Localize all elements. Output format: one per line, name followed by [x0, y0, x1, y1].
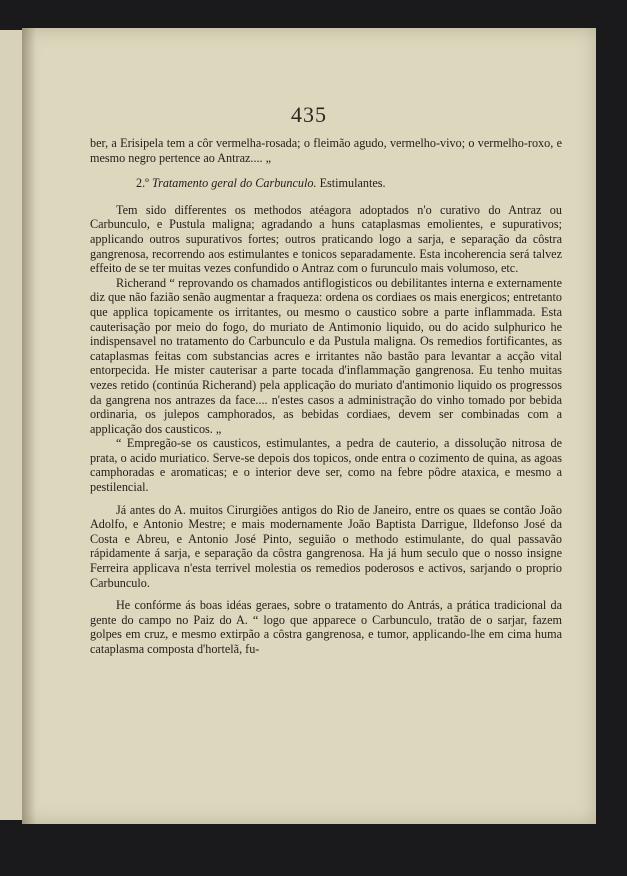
section-subtitle: Estimulantes. [319, 176, 386, 191]
paragraph: Richerand “ reprovando os chamados antiflogisticos ou debilitantes interna e externamente diz que não fazião senão augmentar a fraqueza: ordena os cordiaes os mais energicos; entretanto que applica topicamente os irritantes, ou mesmo o caustico sobre a parte inflammada. Esta cauterisação por meio do fogo, do muriato de Antimonio liquido, ou do acido sulphurico he indispensavel no tratamento do Carbunculo e da Pustula maligna. Os remedios fortificantes, as cataplasmas feitas com substancias acres e irritantes não bastão para levantar a acção vital entorpecida. He mister cauterisar a parte tocada d'inflammação gangrenosa. Eu tenho muitas vezes retido (continúa Richerand) pela applicação do muriato d'antimonio liquido os progressos da gangrena nos antrazes da face.... n'estes casos a administração do vinho tomado por bebida ordinaria, os julepos camphorados, as bebidas cordiaes, devem ser combinadas com a applicação dos causticos. „ [90, 275, 562, 436]
paragraph: “ Empregão-se os causticos, estimulantes, a pedra de cauterio, a dissolução nitrosa de prata, o acido muriatico. Serve-se depois dos topicos, onde entra o cozimento de quina, as agoas camphoradas e aromaticas; e o interior deve ser, como na febre pôdre ataxica, e mesmo a pestilencial. [90, 436, 562, 495]
paragraph: Tem sido differentes os methodos atéagora adoptados n'o curativo do Antraz ou Carbunculo, e Pustula maligna; agradando a huns cataplasmas emolientes, e supurativos; applicando outros supurativos fortes; outros praticando logo a sarja, e separação da côstra gangrenosa, recorrendo aos estimulantes e tonicos separadamente. Esta incoherencia será talvez effeito de se ter muitas vezes confundido o Antraz com o furunculo mais volumoso, etc. [90, 202, 562, 276]
page-number: 435 [291, 102, 327, 127]
facing-page-edge [0, 30, 24, 820]
paragraph: He confórme ás boas idéas geraes, sobre o tratamento do Antrás, a prática tradicional da gente do campo no Paiz do A. “ logo que apparece o Carbunculo, tratão de o sarjar, fazem golpes em cruz, e mesmo extirpão a côstra gangrenosa, e tumor, applicando-lhe em cima huma cataplasma composta d'hortelã, fu- [90, 598, 562, 656]
section-title: Tratamento geral do Carbunculo. [151, 176, 317, 191]
book-page [22, 28, 596, 824]
section-number: 2.º [136, 176, 149, 191]
paragraph-continuation: ber, a Erisipela tem a côr vermelha-rosada; o fleimão agudo, vermelho-vivo; o vermelho-roxo, e mesmo negro pertence ao Antraz.... „ [90, 136, 562, 165]
paragraph: Já antes do A. muitos Cirurgiões antigos do Rio de Janeiro, entre os quaes se contão João Adolfo, e Antonio Mestre; e mais modernamente João Baptista Darrigue, Ildefonso José da Costa e Abreu, e Antonio José Pinto, seguião o methodo estimulante, do qual passavão rápidamente á sarja, e separação da côstra gangrenosa. Ha já hum seculo que o nosso insigne Ferreira applicava n'esta terrivel molestia os remedios poderosos e activos, sarjando o proprio Carbunculo. [90, 502, 562, 590]
body-text [90, 136, 562, 657]
section-heading [90, 176, 562, 191]
spine-shadow [22, 28, 36, 824]
